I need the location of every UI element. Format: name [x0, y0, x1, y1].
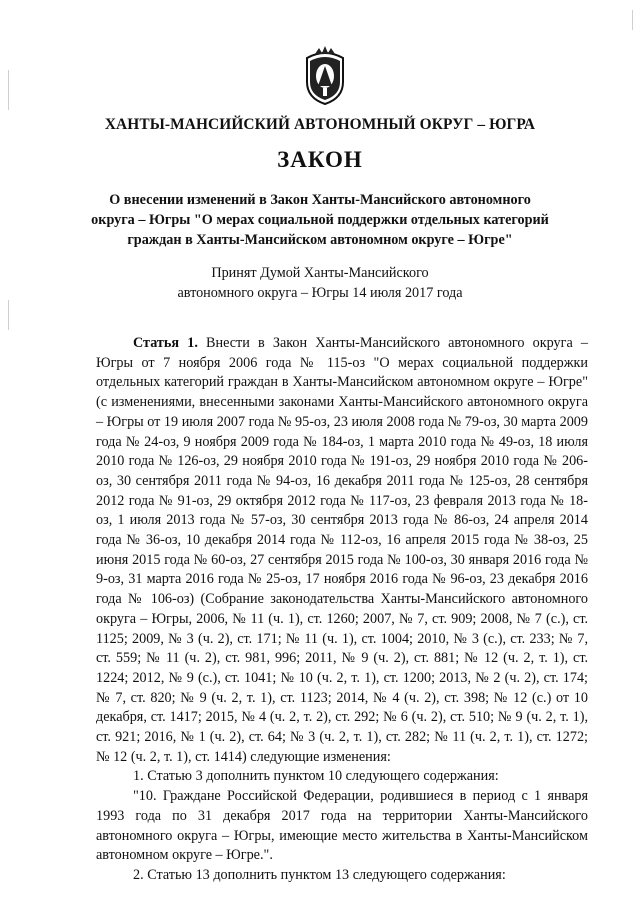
article-label: Статья 1. — [133, 335, 198, 351]
coat-of-arms-emblem — [303, 44, 347, 108]
law-title-line: округа – Югры "О мерах социальной поддержки отдельных категорий — [91, 212, 549, 228]
adoption-note-line: Принят Думой Ханты-Мансийского — [211, 265, 429, 281]
amendment-item-1: 1. Статью 3 дополнить пунктом 10 следующего содержания: — [133, 768, 499, 785]
scan-edge-mark — [8, 300, 9, 330]
adoption-note-line: автономного округа – Югры 14 июля 2017 года — [177, 285, 463, 301]
law-body — [96, 334, 588, 886]
document-type-heading: ЗАКОН — [277, 147, 363, 172]
amendment-item-1-quote: "10. Граждане Российской Федерации, родившиеся в период с 1 января 1993 года по 31 декабря 2017 года на территории Ханты-Мансийского автономного округа – Югры, имеющие место жительства в Ханты-Мансийском автономном округе – Югре.". — [96, 788, 588, 864]
article-text: Внести в Закон Ханты-Мансийского автономного округа – Югры от 7 ноября 2006 года № 115-оз "О мерах социальной поддержки отдельных категорий граждан в Ханты-Мансийском автономном округе – Югре" (с изменениями, внесенными законами Ханты-Мансийского автономного округа – Югры от 19 июля 2007 года № 95-оз, 23 июля 2008 года № 79-оз, 30 марта 2009 года № 24-оз, 9 ноября 2009 года № 184-оз, 1 марта 2010 года № 49-оз, 18 июля 2010 года № 126-оз, 29 ноября 2010 года № 191-оз, 29 ноября 2010 года № 206-оз, 30 сентября 2011 года № 94-оз, 16 декабря 2011 года № 125-оз, 28 сентября 2012 года № 91-оз, 29 октября 2012 года № 117-оз, 23 февраля 2013 года № 18-оз, 1 июля 2013 года № 57-оз, 30 сентября 2013 года № 86-оз, 24 апреля 2014 года № 36-оз, 10 декабря 2014 года № 112-оз, 16 апреля 2015 года № 38-оз, 25 июня 2015 года № 60-оз, 27 сентября 2015 года № 100-оз, 30 января 2016 года № 9-оз, 31 марта 2016 года № 25-оз, 17 ноября 2016 года № 96-оз, 23 декабря 2016 года № 106-оз) (Собрание законодательства Ханты-Мансийского автономного округа – Югры, 2006, № 11 (ч. 1), ст. 1260; 2007, № 7, ст. 909; 2008, № 7 (с.), ст. 1125; 2009, № 3 (ч. 2), ст. 171; № 11 (ч. 1), ст. 1004; 2010, № 3 (с.), ст. 233; № 7, ст. 559; № 11 (ч. 2), ст. 981, 996; 2011, № 9 (ч. 2), ст. 881; № 12 (ч. 2, т. 1), ст. 1224; 2012, № 9 (с.), ст. 1041; № 10 (ч. 2, т. 1), ст. 1200; 2013, № 2 (ч. 2), ст. 174; № 7, ст. 820; № 9 (ч. 2, т. 1), ст. 1123; 2014, № 4 (ч. 2), ст. 398; № 12 (с.) от 10 декабря, ст. 1417; 2015, № 4 (ч. 2, т. 2), ст. 292; № 6 (ч. 2), ст. 510; № 9 (ч. 2, т. 1), ст. 921; 2016, № 1 (ч. 2), ст. 64; № 3 (ч. 2, т. 1), ст. 282; № 11 (ч. 2, т. 1), ст. 1272; № 12 (ч. 2, т. 1), ст. 1414) следующие изменения: — [96, 335, 588, 765]
law-title-line: граждан в Ханты-Мансийском автономном округе – Югре" — [127, 232, 513, 248]
amendment-item-2: 2. Статью 13 дополнить пунктом 13 следующего содержания: — [133, 866, 506, 883]
adoption-note — [70, 263, 570, 303]
article-1-paragraph — [96, 334, 588, 767]
scan-edge-mark — [8, 70, 9, 110]
law-title — [70, 190, 570, 250]
region-heading: ХАНТЫ-МАНСИЙСКИЙ АВТОНОМНЫЙ ОКРУГ – ЮГРА — [104, 116, 536, 133]
law-title-line: О внесении изменений в Закон Ханты-Мансийского автономного — [109, 192, 531, 208]
scan-edge-mark — [632, 10, 633, 30]
